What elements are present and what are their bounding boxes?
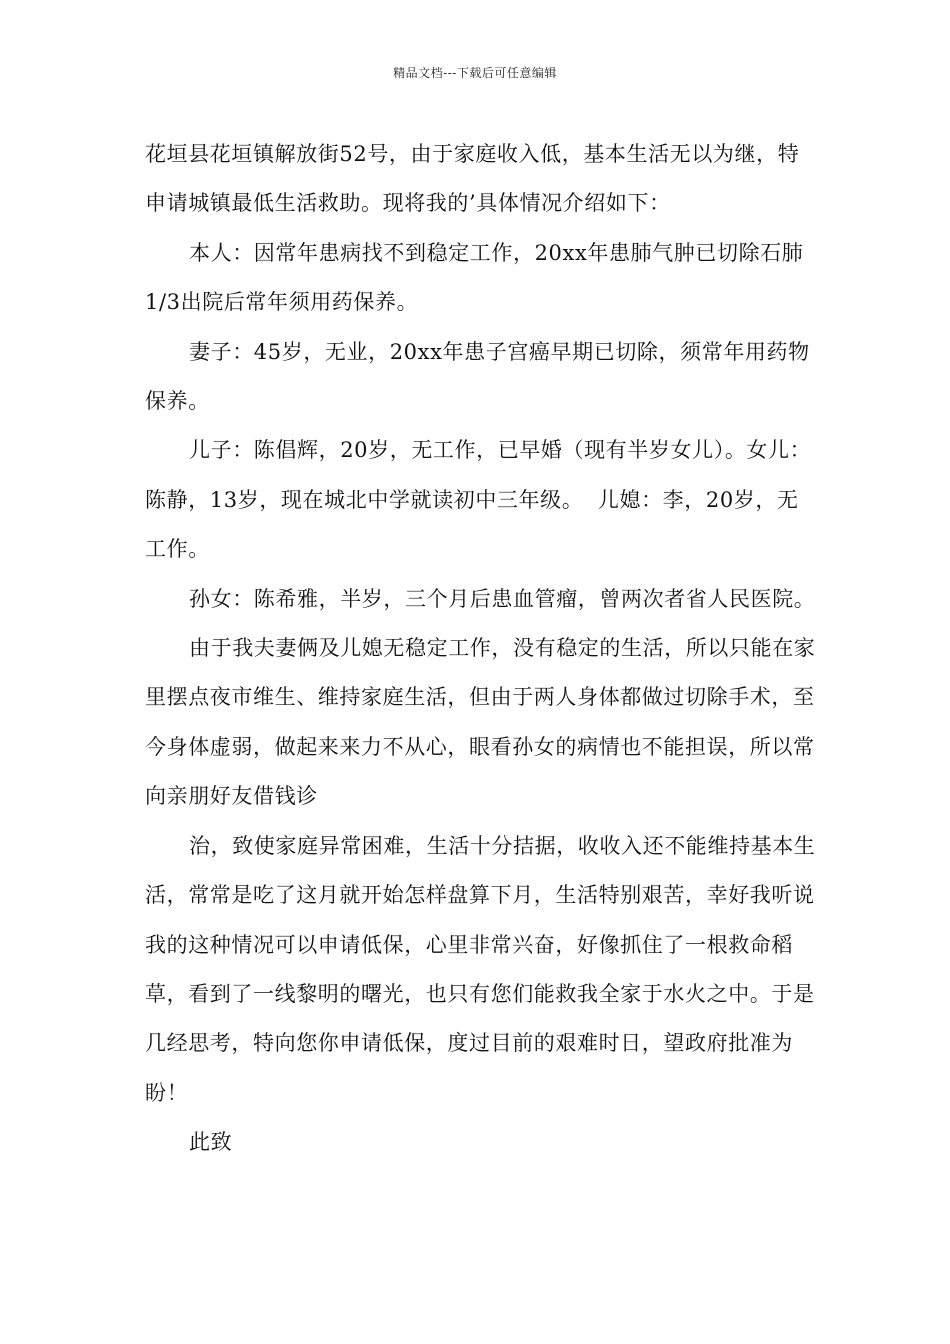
page-header: 精品文档---下载后可任意编辑 <box>393 66 557 80</box>
paragraph-request: 治，致使家庭异常困难，生活十分拮据，收收入还不能维持基本生活，常常是吃了这月就开始怎样盘算下月，生活特别艰苦，幸好我听说我的这种情况可以申请低保，心里非常兴奋，好像抓住了一根救命稻草，看到了一线黎明的曙光，也只有您们能救我全家于水火之中。于是几经思考，特向您你申请低保，度过目前的艰难时日，望政府批准为盼！ <box>145 833 816 1105</box>
paragraph-self: 本人：因常年患病找不到稳定工作，20xx年患肺气肿已切除石肺1/3出院后常年须用药保养。 <box>145 240 804 315</box>
paragraph-children: 儿子：陈倡辉，20岁，无工作，已早婚（现有半岁女儿）。女儿：陈静，13岁，现在城北中学就读初中三年级。 儿媳：李，20岁，无工作。 <box>145 438 812 562</box>
paragraph-granddaughter: 孙女：陈希雅，半岁，三个月后患血管瘤，曾两次者省人民医院。 <box>189 586 816 611</box>
document-body <box>145 130 817 1168</box>
paragraph-situation: 由于我夫妻俩及儿媳无稳定工作，没有稳定的生活，所以只能在家里摆点夜市维生、维持家庭生活，但由于两人身体都做过切除手术，至今身体虚弱，做起来来力不从心，眼看孙女的病情也不能担误，所以常向亲朋好友借钱诊 <box>145 636 816 809</box>
paragraph-wife: 妻子：45岁，无业，20xx年患子宫癌早期已切除，须常年用药物保养。 <box>145 339 810 414</box>
paragraph-address: 花垣县花垣镇解放街52号，由于家庭收入低，基本生活无以为继，特申请城镇最低生活救助。现将我的’具体情况介绍如下： <box>145 142 800 216</box>
paragraph-closing: 此致 <box>189 1130 233 1155</box>
